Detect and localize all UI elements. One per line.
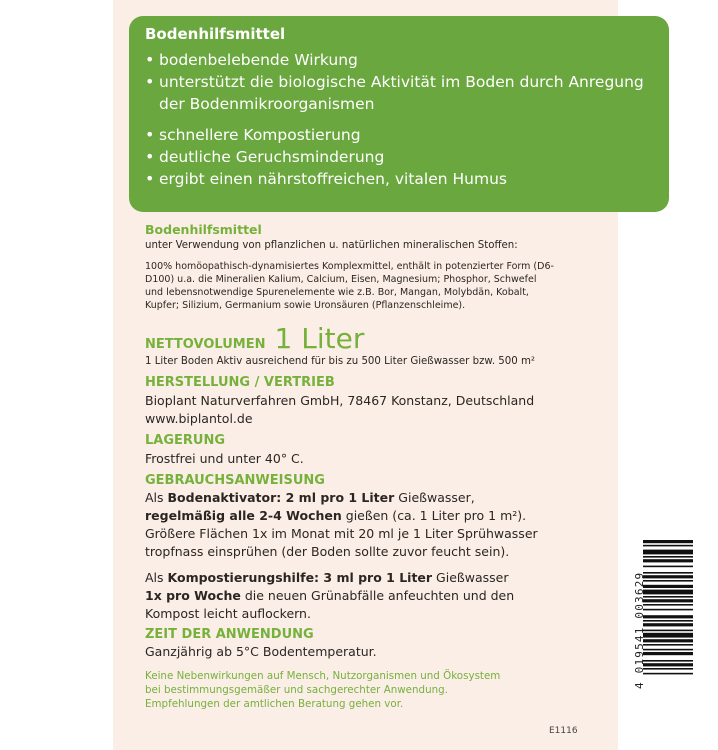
barcode-stripe (643, 596, 693, 598)
barcode-stripe (643, 660, 693, 662)
benefit-item: • bodenbelebende Wirkung (145, 49, 653, 71)
barcode-stripe (643, 604, 693, 606)
benefit-item: • deutliche Geruchsminderung (145, 146, 653, 168)
manufacturer-title: HERSTELLUNG / VERTRIEB (145, 375, 335, 390)
usage-paragraph-1: Als Bodenaktivator: 2 ml pro 1 Liter Gießwasser, regelmäßig alle 2-4 Wochen gießen (ca. 1 Liter pro 1 m²). (145, 490, 527, 523)
barcode-stripe (643, 580, 693, 582)
benefit-item: • ergibt einen nährstoffreichen, vitalen Humus (145, 168, 653, 190)
barcode-stripe (643, 630, 693, 632)
storage-text: Frostfrei und unter 40° C. (145, 451, 304, 466)
manufacturer-section (145, 375, 565, 428)
timing-title: ZEIT DER ANWENDUNG (145, 627, 314, 642)
barcode-stripe (643, 599, 693, 602)
barcode-stripe (643, 668, 693, 670)
benefits-box (129, 16, 669, 212)
barcode-digits: 4 019541 003629 (633, 571, 646, 689)
storage-section (145, 433, 525, 468)
barcode-stripe (643, 663, 693, 666)
volume-label: NETTOVOLUMEN (145, 337, 266, 352)
disclaimer: Keine Nebenwirkungen auf Mensch, Nutzorganismen und Ökosystem bei bestimmungsgemäßer und sachgerechter Anwendung. Empfehlungen der amtlichen Beratung gehen vor. (145, 670, 501, 710)
usage-section (145, 473, 545, 623)
manufacturer-website: www.biplantol.de (145, 411, 253, 426)
usage-paragraph-2: Größere Flächen 1x im Monat mit 20 ml je 1 Liter Sprühwasser tropfnass einsprühen (der Boden sollte zuvor feucht sein). (145, 526, 538, 559)
usage-paragraph-3: Als Kompostierungshilfe: 3 ml pro 1 Liter Gießwasser 1x pro Woche die neuen Grünabfälle anfeuchten und den Kompost leicht auflockern. (145, 570, 515, 621)
barcode-stripe (643, 590, 693, 595)
benefits-title: Bodenhilfsmittel (145, 25, 286, 43)
usage-title: GEBRAUCHSANWEISUNG (145, 473, 325, 488)
product-label (113, 0, 646, 750)
barcode (643, 540, 693, 720)
benefit-item: • schnellere Kompostierung (145, 124, 653, 146)
barcode-stripe (643, 615, 693, 618)
volume-section (145, 322, 555, 369)
barcode-stripe (643, 556, 693, 558)
label-code: E1116 (549, 726, 578, 736)
barcode-stripe (643, 566, 693, 568)
manufacturer-address: Bioplant Naturverfahren GmbH, 78467 Konstanz, Deutschland (145, 393, 535, 408)
timing-text: Ganzjährig ab 5°C Bodentemperatur. (145, 644, 377, 659)
barcode-stripe (643, 639, 693, 642)
barcode-stripe (643, 575, 693, 578)
storage-title: LAGERUNG (145, 433, 226, 448)
barcode-stripe (643, 649, 693, 651)
barcode-stripe (643, 540, 693, 543)
barcode-stripe (643, 623, 693, 626)
barcode-stripe (643, 545, 693, 547)
composition-subtitle: unter Verwendung von pflanzlichen u. natürlichen mineralischen Stoffen: (145, 240, 518, 251)
volume-note: 1 Liter Boden Aktiv ausreichend für bis zu 500 Liter Gießwasser bzw. 500 m² (145, 356, 535, 367)
benefit-item: • unterstützt die biologische Aktivität im Boden durch Anregung der Bodenmikroorganismen (145, 71, 653, 115)
volume-value: 1 Liter (274, 322, 365, 355)
composition-details: 100% homöopathisch-dynamisiertes Komplexmittel, enthält in potenzierter Form (D6-D100) u.a. die Mineralien Kalium, Calcium, Eisen, Magnesium; Phosphor, Schwefel und lebensnotwendige Spurenelemente wie z.B. Bor, Mangan, Molybdän, Kobalt, Kupfer; Silizium, Germanium sowie Uronsäuren (Pflanzenschleime). (145, 261, 554, 311)
barcode-stripe (643, 550, 693, 555)
barcode-stripe (643, 633, 693, 638)
barcode-stripe (643, 559, 693, 562)
barcode-stripe (643, 585, 693, 588)
barcode-stripe (643, 572, 693, 574)
barcode-stripe (643, 644, 693, 646)
barcode-stripe (643, 609, 693, 611)
composition-title: Bodenhilfsmittel (145, 222, 262, 237)
timing-section (145, 627, 525, 661)
composition-section (145, 222, 555, 312)
barcode-stripe (643, 652, 693, 655)
barcode-stripe (643, 620, 693, 622)
barcode-stripe (643, 673, 693, 675)
